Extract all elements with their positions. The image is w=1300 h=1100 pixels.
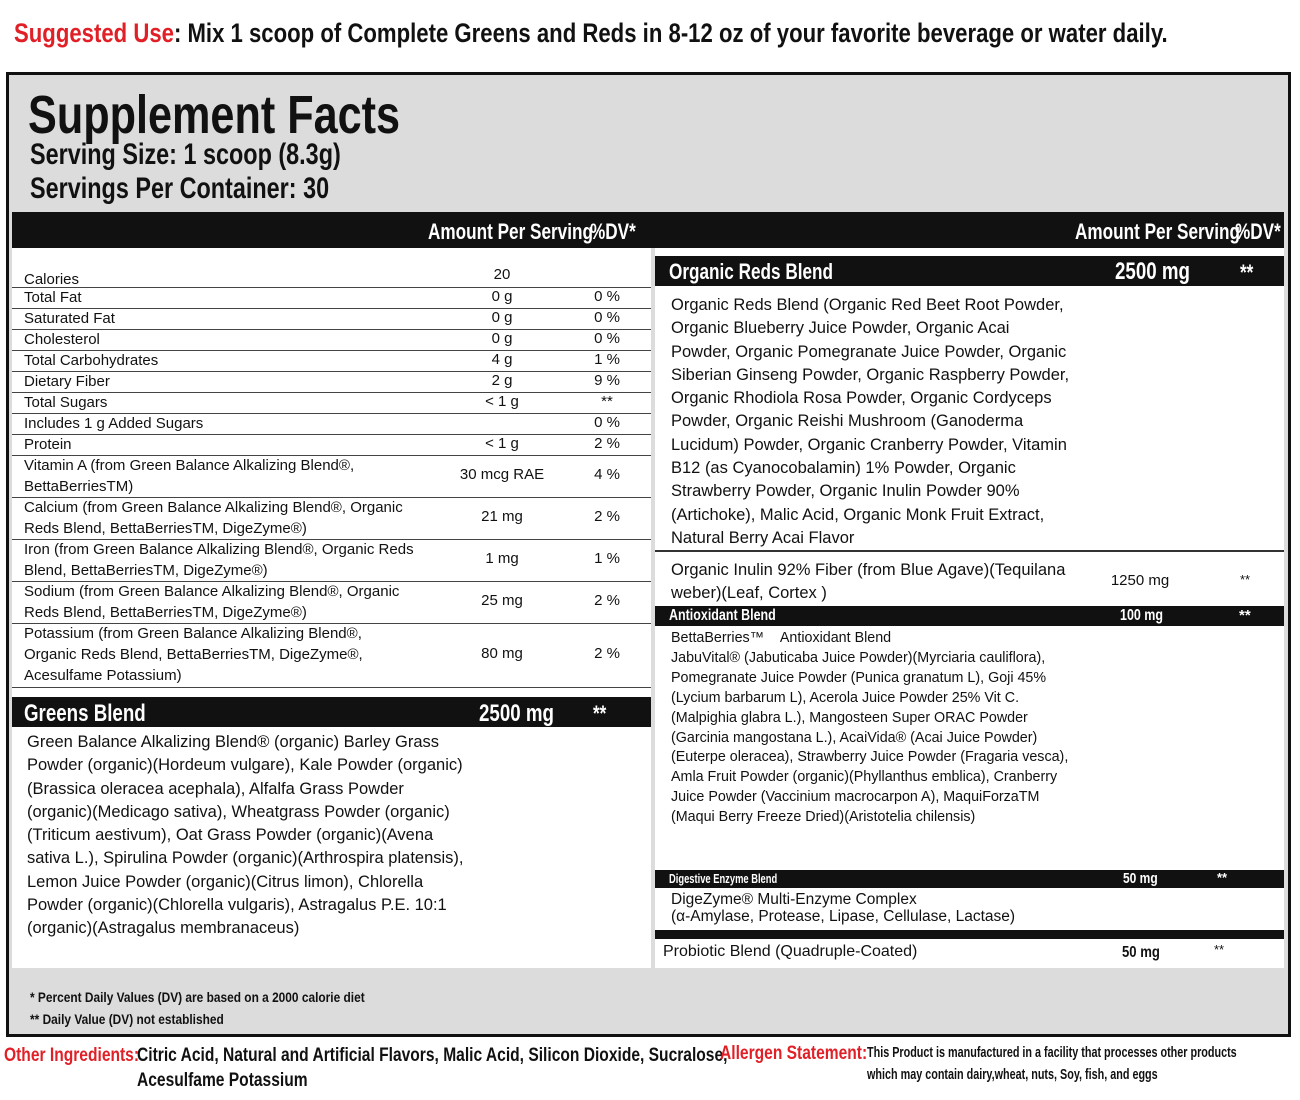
digestive-blend-bar — [655, 870, 1284, 888]
nutrient-name: Dietary Fiber — [24, 373, 110, 390]
nutrient-row — [12, 265, 651, 288]
nutrient-dv: 2 % — [594, 592, 620, 609]
antioxidant-blend-dv: ** — [1239, 607, 1251, 624]
allergen-line2: which may contain dairy,wheat, nuts, Soy, fish, and eggs — [867, 1066, 1158, 1083]
probiotic-divider — [655, 930, 1284, 939]
nutrient-name: Calories — [24, 271, 80, 288]
antioxidant-blend-content — [671, 629, 1071, 828]
nutrient-row — [12, 329, 651, 351]
nutrient-row — [12, 308, 651, 330]
nutrient-amount: 80 mg — [481, 645, 523, 662]
reds-blend-bar — [655, 256, 1284, 286]
nutrient-amount: < 1 g — [485, 392, 519, 410]
nutrient-name: Cholesterol — [24, 331, 100, 348]
nutrient-row — [12, 623, 651, 688]
antioxidant-blend-text: JabuVital® (Jabuticaba Juice Powder)(Myrciaria cauliflora), Pomegranate Juice Powder (Punica granatum L), Goji 45% (Lycium barbarum L), Acerola Juice Powder 25% Vit C. (Malpighia glabra L.), Mangosteen Super ORAC Powder (Garcinia mangostana L.), AcaiVida® (Acai Juice Powder)(Euterpe oleracea), Strawberry Juice Powder (Fragaria vesca), Amla Fruit Powder (organic)(Phyllanthus emblica), Cranberry Juice Powder (Vaccinium macrocarpon A), MaquiForzaTM (Maqui Berry Freeze Dried)(Aristotelia chilensis) — [671, 649, 1069, 826]
digestive-blend-dv: ** — [1217, 870, 1228, 885]
greens-blend-bar — [12, 697, 651, 727]
inulin-dv: ** — [1239, 572, 1251, 587]
reds-blend-name: Organic Reds Blend — [669, 259, 834, 284]
suggested-use-text: : Mix 1 scoop of Complete Greens and Reds in 8-12 oz of your favorite beverage or water daily. — [173, 18, 1168, 48]
probiotic-amount: 50 mg — [1122, 944, 1160, 961]
nutrient-row — [12, 434, 651, 456]
nutrient-name: Iron (from Green Balance Alkalizing Blend®, Organic Reds Blend, BettaBerriesTM, DigeZyme®) — [24, 541, 414, 579]
nutrient-dv: 0 % — [594, 287, 620, 305]
nutrient-dv: 0 % — [594, 329, 620, 347]
servings-per-container: Servings Per Container: 30 — [30, 172, 330, 205]
nutrient-amount: 1 mg — [485, 550, 519, 567]
nutrient-dv: 1 % — [594, 550, 620, 567]
nutrient-amount: 25 mg — [481, 592, 523, 609]
reds-blend-amount: 2500 mg — [1115, 258, 1190, 285]
nutrient-amount: < 1 g — [485, 434, 519, 452]
greens-blend-dv: ** — [593, 701, 607, 726]
inulin-amount: 1250 mg — [1110, 572, 1170, 589]
nutrient-dv: 1 % — [594, 350, 620, 368]
nutrient-name: Potassium (from Green Balance Alkalizing Blend®, Organic Reds Blend, BettaBerriesTM, DigeZyme®, Acesulfame Potassium) — [24, 625, 363, 684]
greens-blend-text: Green Balance Alkalizing Blend® (organic) Barley Grass Powder (organic)(Hordeum vulgare), Kale Powder (organic)(Brassica oleracea acephala), Alfalfa Grass Powder (organic)(Medicago sativa), Wheatgrass Powder (organic)(Triticum aestivum), Oat Grass Powder (organic)(Avena sativa L.), Spirulina Powder (organic)(Arthrospira platensis), Lemon Juice Powder (organic)(Citrus limon), Chlorella Powder (organic)(Chlorella vulgaris), Astragalus P.E. 10:1 (organic)(Astragalus membranaceus) — [27, 733, 464, 938]
nutrient-amount: 0 g — [491, 329, 513, 347]
greens-blend-name: Greens Blend — [24, 700, 146, 727]
digestive-blend-amount: 50 mg — [1123, 870, 1158, 887]
right-amount-header: Amount Per Serving — [1075, 219, 1240, 244]
left-dv-header: %DV* — [590, 219, 636, 244]
other-ingredients-label: Other Ingredients: — [4, 1045, 140, 1066]
nutrient-amount: 2 g — [491, 371, 513, 389]
digestive-line2: (α-Amylase, Protease, Lipase, Cellulase, Lactase) — [671, 908, 1016, 925]
nutrient-row — [12, 413, 651, 435]
suggested-use-label: Suggested Use — [14, 18, 174, 48]
nutrient-amount: 4 g — [491, 350, 513, 368]
nutrient-row — [12, 392, 651, 414]
nutrient-row — [12, 371, 651, 393]
nutrient-row — [12, 581, 651, 624]
nutrient-name: Total Carbohydrates — [24, 352, 159, 369]
nutrient-amount: 0 g — [491, 308, 513, 326]
digestive-blend-name: Digestive Enzyme Blend — [669, 871, 778, 886]
probiotic-name: Probiotic Blend (Quadruple-Coated) — [663, 943, 918, 960]
nutrient-name: Calcium (from Green Balance Alkalizing Blend®, Organic Reds Blend, BettaBerriesTM, DigeZyme®) — [24, 499, 403, 537]
nutrient-dv: 2 % — [594, 645, 620, 662]
antioxidant-blend-amount: 100 mg — [1120, 607, 1164, 624]
antioxidant-blend-name: Antioxidant Blend — [669, 607, 776, 624]
serving-size: Serving Size: 1 scoop (8.3g) — [30, 138, 341, 171]
nutrient-dv: 4 % — [594, 466, 620, 483]
probiotic-dv: ** — [1214, 942, 1225, 957]
digestive-blend-content — [671, 891, 1015, 925]
nutrient-name: Vitamin A (from Green Balance Alkalizing Blend®, BettaBerriesTM) — [24, 457, 355, 495]
allergen-label: Allergen Statement: — [720, 1043, 868, 1064]
allergen-line1: This Product is manufactured in a facility that processes other products — [867, 1044, 1237, 1061]
nutrient-row — [12, 287, 651, 309]
nutrient-amount: 21 mg — [481, 508, 523, 525]
nutrient-dv: ** — [601, 392, 613, 410]
nutrient-row — [12, 350, 651, 372]
antioxidant-brand-line — [671, 629, 1071, 649]
facts-title: Supplement Facts — [28, 85, 401, 145]
nutrient-dv: 0 % — [594, 413, 620, 431]
nutrient-amount: 30 mcg RAE — [459, 466, 545, 483]
nutrient-dv: 0 % — [594, 308, 620, 326]
antioxidant-blend-bar — [655, 606, 1284, 626]
footnote-dv: * Percent Daily Values (DV) are based on a 2000 calorie diet — [30, 989, 365, 1005]
nutrient-name: Sodium (from Green Balance Alkalizing Blend®, Organic Reds Blend, BettaBerriesTM, DigeZyme®) — [24, 583, 400, 621]
nutrient-name: Includes 1 g Added Sugars — [24, 415, 204, 432]
reds-blend-dv: ** — [1240, 260, 1254, 285]
divider — [655, 550, 1284, 552]
other-ingredients-line2: Acesulfame Potassium — [137, 1070, 308, 1091]
nutrient-dv: 2 % — [594, 434, 620, 452]
nutrient-name: Protein — [24, 436, 72, 453]
other-ingredients-line1: Citric Acid, Natural and Artificial Flavors, Malic Acid, Silicon Dioxide, Sucralose, — [137, 1045, 728, 1066]
nutrient-name: Total Sugars — [24, 394, 108, 411]
right-dv-header: %DV* — [1235, 219, 1281, 244]
nutrient-row — [12, 455, 651, 498]
footnote-not-established: ** Daily Value (DV) not established — [30, 1011, 224, 1027]
left-amount-header: Amount Per Serving — [428, 219, 593, 244]
greens-blend-amount: 2500 mg — [479, 700, 554, 727]
nutrient-dv: 2 % — [594, 508, 620, 525]
column-header-bar — [12, 212, 1284, 248]
inulin-name: Organic Inulin 92% Fiber (from Blue Agave)(Tequilana weber)(Leaf, Cortex ) — [671, 561, 1066, 603]
nutrient-dv: 9 % — [594, 371, 620, 389]
digestive-line1: DigeZyme® Multi-Enzyme Complex — [671, 891, 917, 908]
nutrient-name: Total Fat — [24, 289, 82, 306]
nutrient-amount: 0 g — [491, 287, 513, 305]
antioxidant-brand-suffix: Antioxidant Blend — [779, 630, 892, 646]
antioxidant-brand: BettaBerries™ — [671, 630, 764, 646]
nutrient-row — [12, 497, 651, 540]
reds-blend-text: Organic Reds Blend (Organic Red Beet Root Powder, Organic Blueberry Juice Powder, Organic Acai Powder, Organic Pomegranate Juice Powder, Organic Siberian Ginseng Powder, Organic Raspberry Powder, Organic Rhodiola Rosa Powder, Organic Cordyceps Powder, Organic Reishi Mushroom (Ganoderma Lucidum) Powder, Organic Cranberry Powder, Vitamin B12 (as Cyanocobalamin) 1% Powder, Organic Strawberry Powder, Organic Inulin Powder 90% (Artichoke), Malic Acid, Organic Monk Fruit Extract, Natural Berry Acai Flavor — [671, 296, 1070, 547]
suggested-use — [14, 18, 1168, 49]
nutrient-name: Saturated Fat — [24, 310, 115, 327]
nutrient-row — [12, 539, 651, 582]
nutrient-amount: 20 — [493, 266, 511, 283]
